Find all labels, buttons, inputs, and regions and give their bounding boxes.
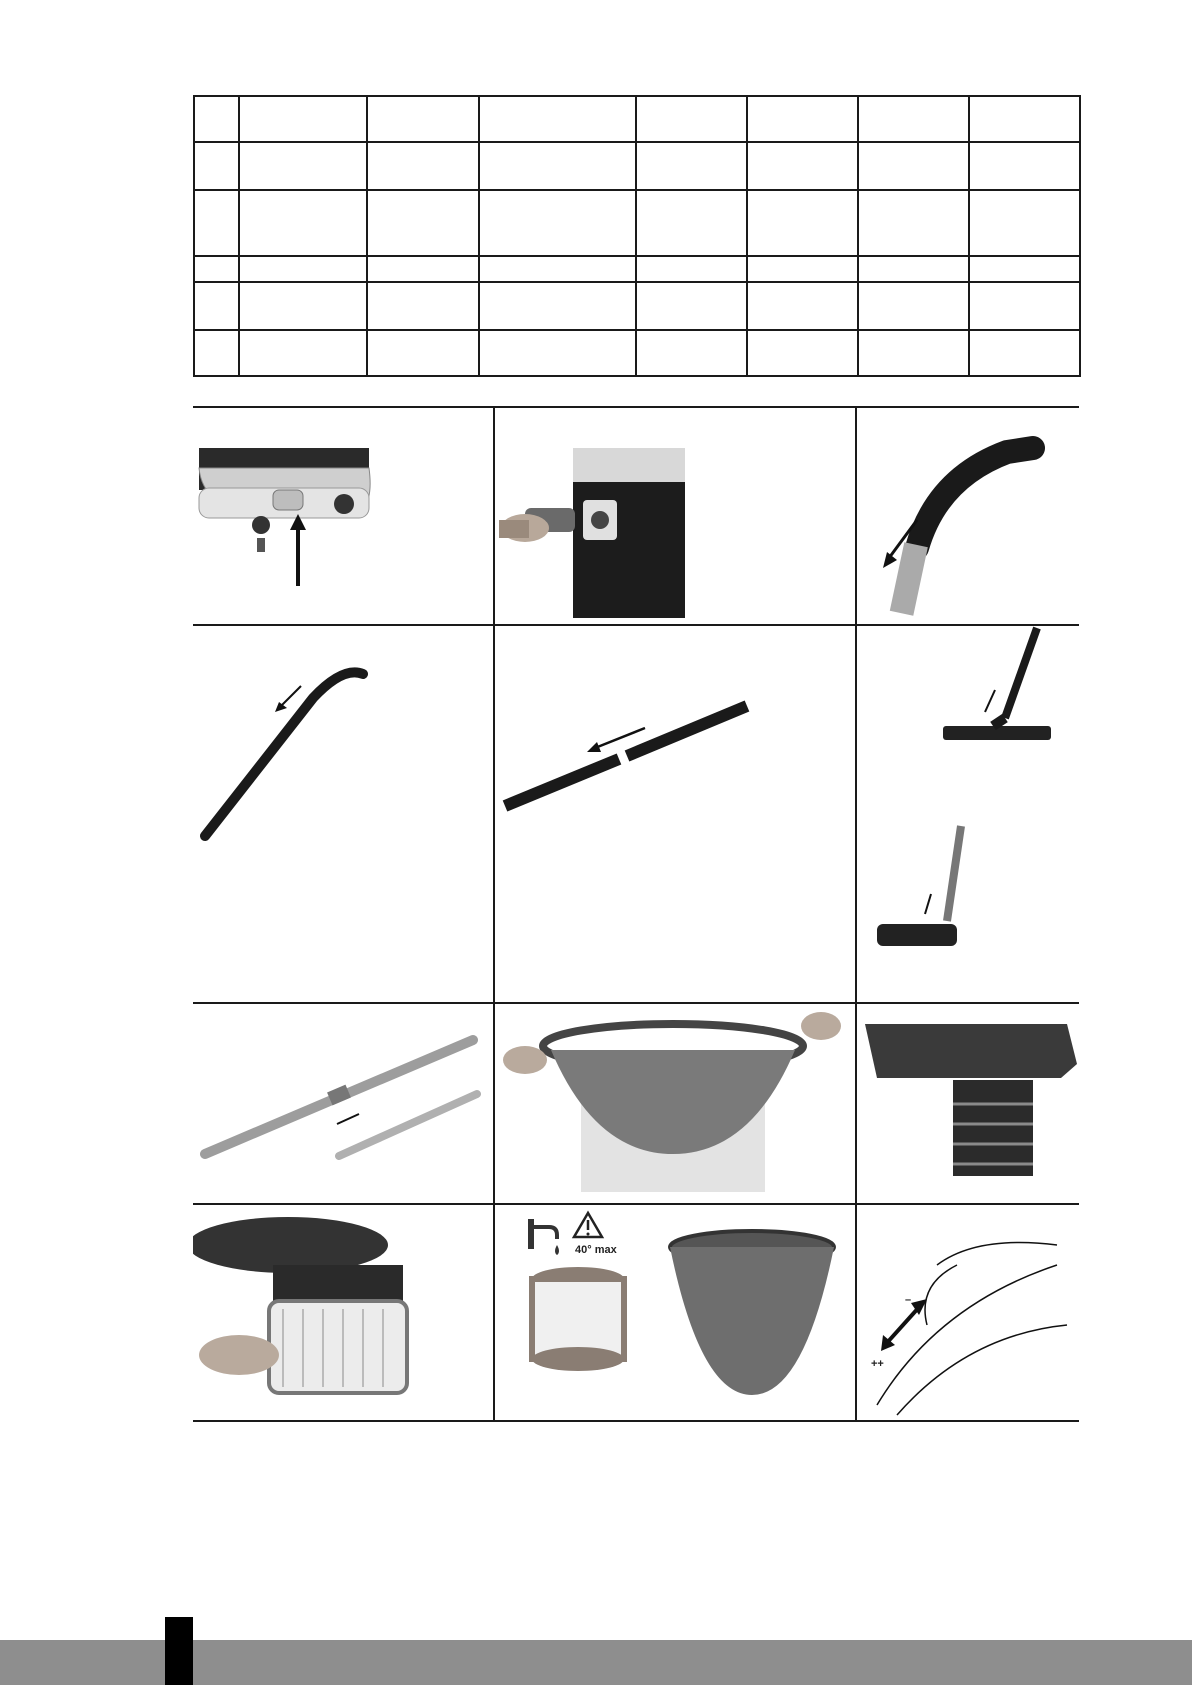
water-tap-icon [528, 1219, 559, 1255]
spec-table-cell [194, 256, 239, 282]
spec-table-cell [367, 282, 479, 330]
spec-table-cell [194, 282, 239, 330]
spec-table [193, 95, 1081, 377]
spec-table-cell [194, 190, 239, 256]
spec-table-cell [239, 190, 367, 256]
spec-table-cell [636, 190, 747, 256]
spec-table-cell [636, 330, 747, 376]
spec-table-cell [969, 282, 1080, 330]
spec-table-cell [367, 142, 479, 190]
spec-table-cell [747, 282, 858, 330]
spec-table-row [194, 256, 1080, 282]
spec-table-cell [747, 190, 858, 256]
spec-table-cell [747, 96, 858, 142]
spec-table-cell [367, 96, 479, 142]
figure-hose-handle [857, 408, 1079, 624]
spec-table-cell [858, 190, 969, 256]
spec-table-cell [969, 96, 1080, 142]
footer-page-tab [165, 1617, 193, 1685]
spec-table-row [194, 96, 1080, 142]
figure-filter-bag-insert [495, 1004, 855, 1203]
spec-table-cell [479, 256, 636, 282]
spec-table-cell [479, 142, 636, 190]
figure-hose-insert [495, 408, 855, 624]
spec-table-cell [969, 190, 1080, 256]
spec-table-cell [239, 256, 367, 282]
spec-table-cell [858, 142, 969, 190]
spec-table-cell [239, 282, 367, 330]
spec-table-cell [367, 330, 479, 376]
spec-table-cell [479, 190, 636, 256]
spec-table-cell [479, 330, 636, 376]
figure-handle-air-adjust [857, 1205, 1079, 1420]
plus-label: ++ [871, 1358, 884, 1370]
assembly-figure-grid [193, 406, 1079, 1422]
spec-table-cell [367, 190, 479, 256]
spec-table-cell [194, 142, 239, 190]
spec-table-cell [747, 142, 858, 190]
spec-table-row [194, 282, 1080, 330]
spec-table-cell [636, 142, 747, 190]
spec-table-cell [636, 96, 747, 142]
spec-table-cell [969, 256, 1080, 282]
spec-table-cell [479, 282, 636, 330]
figure-nozzle-attach [857, 626, 1079, 1002]
spec-table-cell [969, 142, 1080, 190]
spec-table-cell [858, 282, 969, 330]
figure-filter-cage [857, 1004, 1079, 1203]
figure-cartridge-filter-mount [193, 1205, 493, 1420]
spec-table-cell [367, 256, 479, 282]
spec-table-cell [636, 256, 747, 282]
spec-table-row [194, 330, 1080, 376]
spec-table-cell [747, 256, 858, 282]
figure-extension-tubes [193, 1004, 493, 1203]
grid-rule [193, 1420, 1079, 1422]
minus-label: – [905, 1294, 912, 1306]
figure-tube-connect [495, 626, 855, 1002]
spec-table-cell [239, 96, 367, 142]
spec-table-cell [194, 330, 239, 376]
figure-hose-pipe-connect [193, 626, 493, 1002]
spec-table-cell [239, 330, 367, 376]
spec-table-cell [858, 96, 969, 142]
spec-table-cell [239, 142, 367, 190]
spec-table-row [194, 142, 1080, 190]
spec-table-row [194, 190, 1080, 256]
spec-table-cell [636, 282, 747, 330]
spec-table-cell [858, 330, 969, 376]
spec-table-cell [747, 330, 858, 376]
spec-table-cell [969, 330, 1080, 376]
temperature-label: 40° max [575, 1244, 617, 1256]
spec-table-cell [858, 256, 969, 282]
figure-filter-washing [495, 1205, 855, 1420]
spec-table-cell [194, 96, 239, 142]
spec-table-cell [479, 96, 636, 142]
figure-wheel-attach [193, 408, 493, 624]
warning-triangle-icon [574, 1213, 602, 1237]
